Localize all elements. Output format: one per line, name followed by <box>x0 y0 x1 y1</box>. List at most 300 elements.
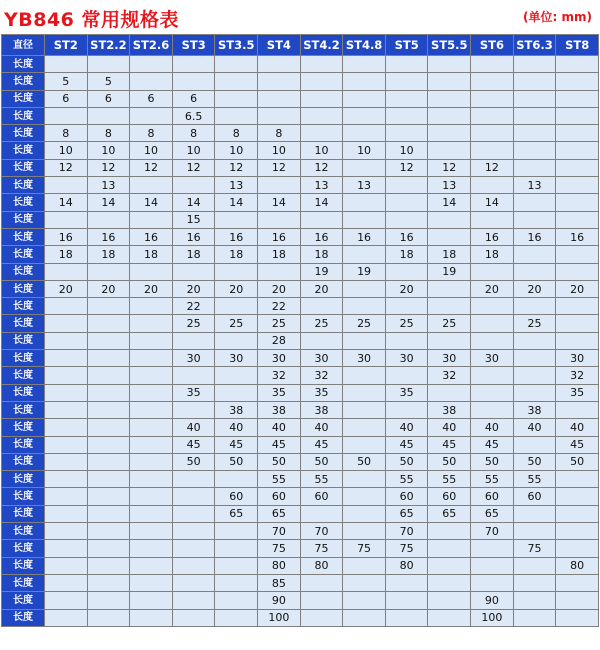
table-cell <box>343 523 386 540</box>
row-label: 长度 <box>2 523 45 540</box>
table-cell: 19 <box>343 263 386 280</box>
table-cell <box>45 263 88 280</box>
table-cell <box>343 211 386 228</box>
table-cell <box>45 298 88 315</box>
table-cell <box>172 471 215 488</box>
column-header: ST3.5 <box>215 35 258 56</box>
table-cell <box>87 401 130 418</box>
table-cell: 30 <box>172 350 215 367</box>
table-cell: 8 <box>130 125 173 142</box>
table-cell <box>258 177 301 194</box>
table-cell <box>215 107 258 124</box>
table-cell: 16 <box>172 228 215 245</box>
table-cell: 55 <box>471 471 514 488</box>
table-cell: 16 <box>513 228 556 245</box>
table-cell: 50 <box>513 453 556 470</box>
table-cell: 75 <box>258 540 301 557</box>
table-cell <box>215 73 258 90</box>
table-cell: 5 <box>45 73 88 90</box>
table-cell <box>385 177 428 194</box>
table-cell <box>556 90 599 107</box>
table-cell: 30 <box>556 350 599 367</box>
header-row <box>2 35 599 56</box>
table-cell <box>45 332 88 349</box>
column-header: ST4.2 <box>300 35 343 56</box>
table-cell: 25 <box>513 315 556 332</box>
table-cell: 40 <box>471 419 514 436</box>
table-cell <box>215 574 258 591</box>
table-cell <box>513 350 556 367</box>
table-row <box>2 315 599 332</box>
table-cell <box>300 609 343 626</box>
table-cell <box>45 177 88 194</box>
table-cell <box>45 107 88 124</box>
table-cell <box>471 540 514 557</box>
spec-table <box>1 34 599 627</box>
table-cell <box>172 505 215 522</box>
table-cell <box>428 298 471 315</box>
table-cell: 55 <box>385 471 428 488</box>
table-cell: 30 <box>385 350 428 367</box>
table-row <box>2 523 599 540</box>
table-cell <box>471 107 514 124</box>
table-cell: 70 <box>471 523 514 540</box>
table-cell: 30 <box>343 350 386 367</box>
table-cell <box>556 523 599 540</box>
table-cell: 6.5 <box>172 107 215 124</box>
table-cell <box>556 298 599 315</box>
page-header <box>0 0 600 34</box>
table-cell <box>343 90 386 107</box>
table-cell <box>385 401 428 418</box>
table-cell <box>87 523 130 540</box>
table-cell: 12 <box>215 159 258 176</box>
table-cell: 30 <box>428 350 471 367</box>
table-cell <box>513 107 556 124</box>
table-cell <box>215 592 258 609</box>
table-cell <box>130 73 173 90</box>
table-cell <box>87 263 130 280</box>
table-cell <box>343 574 386 591</box>
table-cell <box>513 505 556 522</box>
table-cell <box>428 90 471 107</box>
table-cell <box>343 505 386 522</box>
table-cell <box>556 159 599 176</box>
table-cell <box>172 523 215 540</box>
table-cell <box>428 228 471 245</box>
table-cell: 75 <box>513 540 556 557</box>
table-cell <box>556 592 599 609</box>
table-cell <box>428 523 471 540</box>
table-cell: 40 <box>258 419 301 436</box>
row-label: 长度 <box>2 384 45 401</box>
table-cell <box>45 419 88 436</box>
table-cell: 80 <box>258 557 301 574</box>
row-label: 长度 <box>2 367 45 384</box>
table-cell <box>87 315 130 332</box>
table-cell: 12 <box>87 159 130 176</box>
table-cell <box>87 505 130 522</box>
table-cell: 12 <box>300 159 343 176</box>
table-cell: 38 <box>300 401 343 418</box>
table-cell <box>130 592 173 609</box>
table-cell <box>215 523 258 540</box>
table-cell <box>130 350 173 367</box>
table-cell <box>428 142 471 159</box>
table-cell <box>45 367 88 384</box>
table-row <box>2 488 599 505</box>
table-cell <box>300 332 343 349</box>
table-cell <box>45 56 88 73</box>
row-label: 长度 <box>2 505 45 522</box>
row-label: 长度 <box>2 436 45 453</box>
table-cell: 40 <box>556 419 599 436</box>
table-row <box>2 73 599 90</box>
row-label: 长度 <box>2 159 45 176</box>
table-cell: 22 <box>258 298 301 315</box>
table-cell <box>130 56 173 73</box>
table-cell: 35 <box>300 384 343 401</box>
table-cell <box>428 384 471 401</box>
table-cell <box>130 211 173 228</box>
table-cell <box>130 298 173 315</box>
table-cell: 20 <box>471 280 514 297</box>
column-header: ST2.2 <box>87 35 130 56</box>
table-cell: 22 <box>172 298 215 315</box>
table-cell: 32 <box>258 367 301 384</box>
table-cell <box>556 609 599 626</box>
row-label: 长度 <box>2 211 45 228</box>
table-cell <box>343 384 386 401</box>
table-cell: 13 <box>87 177 130 194</box>
table-cell: 70 <box>385 523 428 540</box>
table-cell: 25 <box>300 315 343 332</box>
table-cell <box>471 332 514 349</box>
table-cell: 25 <box>258 315 301 332</box>
table-cell: 20 <box>215 280 258 297</box>
table-cell <box>385 90 428 107</box>
row-label: 长度 <box>2 471 45 488</box>
table-cell <box>172 263 215 280</box>
table-cell <box>87 453 130 470</box>
table-cell: 40 <box>300 419 343 436</box>
table-cell: 8 <box>45 125 88 142</box>
table-cell: 12 <box>172 159 215 176</box>
table-cell <box>45 436 88 453</box>
table-cell: 25 <box>428 315 471 332</box>
table-cell <box>385 107 428 124</box>
table-cell <box>45 471 88 488</box>
table-cell: 85 <box>258 574 301 591</box>
table-cell: 13 <box>215 177 258 194</box>
table-cell <box>343 73 386 90</box>
table-cell <box>87 367 130 384</box>
table-cell: 28 <box>258 332 301 349</box>
row-label: 长度 <box>2 90 45 107</box>
table-cell <box>343 367 386 384</box>
table-row <box>2 367 599 384</box>
table-cell <box>385 263 428 280</box>
table-row <box>2 194 599 211</box>
table-cell: 12 <box>428 159 471 176</box>
table-cell <box>343 609 386 626</box>
table-cell <box>87 574 130 591</box>
table-cell: 12 <box>471 159 514 176</box>
table-cell <box>343 419 386 436</box>
table-cell: 10 <box>45 142 88 159</box>
table-cell <box>556 488 599 505</box>
table-cell <box>87 557 130 574</box>
table-cell <box>428 56 471 73</box>
table-cell: 18 <box>428 246 471 263</box>
row-label: 长度 <box>2 228 45 245</box>
table-cell <box>130 523 173 540</box>
table-cell: 13 <box>513 177 556 194</box>
row-label: 长度 <box>2 592 45 609</box>
table-cell <box>513 557 556 574</box>
table-cell <box>87 592 130 609</box>
table-cell: 50 <box>343 453 386 470</box>
table-cell <box>385 211 428 228</box>
table-cell <box>172 540 215 557</box>
table-cell <box>385 125 428 142</box>
table-cell <box>87 332 130 349</box>
table-cell <box>130 177 173 194</box>
table-cell <box>343 159 386 176</box>
table-cell <box>428 73 471 90</box>
row-label: 长度 <box>2 315 45 332</box>
table-cell: 40 <box>385 419 428 436</box>
table-row <box>2 592 599 609</box>
table-cell <box>215 56 258 73</box>
table-cell <box>45 488 88 505</box>
table-cell: 60 <box>385 488 428 505</box>
table-row <box>2 350 599 367</box>
table-cell <box>556 177 599 194</box>
table-cell: 50 <box>258 453 301 470</box>
table-cell <box>385 332 428 349</box>
table-cell: 75 <box>343 540 386 557</box>
table-cell <box>215 471 258 488</box>
table-cell: 38 <box>258 401 301 418</box>
table-cell: 40 <box>172 419 215 436</box>
table-cell: 80 <box>556 557 599 574</box>
table-cell <box>343 471 386 488</box>
table-cell <box>45 350 88 367</box>
table-cell <box>172 609 215 626</box>
table-cell <box>513 574 556 591</box>
table-cell: 20 <box>87 280 130 297</box>
table-cell: 14 <box>428 194 471 211</box>
column-header: ST8 <box>556 35 599 56</box>
table-cell: 75 <box>300 540 343 557</box>
row-label: 长度 <box>2 350 45 367</box>
table-cell: 6 <box>45 90 88 107</box>
table-cell <box>215 90 258 107</box>
table-cell <box>385 298 428 315</box>
table-cell <box>87 436 130 453</box>
table-cell: 13 <box>428 177 471 194</box>
table-cell <box>556 107 599 124</box>
table-cell: 10 <box>343 142 386 159</box>
table-cell <box>130 453 173 470</box>
column-header: ST6 <box>471 35 514 56</box>
table-cell: 5 <box>87 73 130 90</box>
table-cell: 50 <box>428 453 471 470</box>
table-cell: 60 <box>428 488 471 505</box>
table-cell <box>428 574 471 591</box>
table-cell: 45 <box>385 436 428 453</box>
table-cell: 10 <box>385 142 428 159</box>
table-cell <box>130 263 173 280</box>
table-cell <box>513 384 556 401</box>
table-cell: 90 <box>258 592 301 609</box>
table-cell <box>513 436 556 453</box>
table-cell <box>258 73 301 90</box>
row-label: 长度 <box>2 574 45 591</box>
table-cell <box>471 211 514 228</box>
table-cell <box>45 384 88 401</box>
table-cell <box>300 574 343 591</box>
table-cell: 100 <box>471 609 514 626</box>
table-cell <box>513 298 556 315</box>
table-cell: 16 <box>215 228 258 245</box>
table-cell <box>87 540 130 557</box>
unit-note: (单位: mm) <box>523 10 592 24</box>
table-cell <box>556 263 599 280</box>
table-cell <box>343 107 386 124</box>
column-header: ST3 <box>172 35 215 56</box>
table-cell <box>513 56 556 73</box>
table-cell <box>471 367 514 384</box>
table-cell: 18 <box>130 246 173 263</box>
table-cell <box>258 107 301 124</box>
table-cell <box>556 540 599 557</box>
row-label: 长度 <box>2 263 45 280</box>
table-cell <box>471 384 514 401</box>
table-cell <box>513 90 556 107</box>
table-cell: 30 <box>258 350 301 367</box>
table-cell <box>215 298 258 315</box>
column-header: ST4.8 <box>343 35 386 56</box>
table-row <box>2 471 599 488</box>
table-cell: 55 <box>300 471 343 488</box>
table-cell <box>556 142 599 159</box>
table-cell: 12 <box>45 159 88 176</box>
table-cell: 10 <box>130 142 173 159</box>
table-cell <box>215 263 258 280</box>
table-cell <box>513 263 556 280</box>
table-cell: 20 <box>130 280 173 297</box>
table-cell <box>471 401 514 418</box>
table-cell: 32 <box>556 367 599 384</box>
table-row <box>2 505 599 522</box>
table-cell: 15 <box>172 211 215 228</box>
table-cell: 6 <box>172 90 215 107</box>
table-cell: 14 <box>258 194 301 211</box>
table-cell: 18 <box>45 246 88 263</box>
table-cell: 16 <box>385 228 428 245</box>
row-label: 长度 <box>2 609 45 626</box>
table-cell <box>130 436 173 453</box>
table-cell: 35 <box>172 384 215 401</box>
table-cell <box>385 194 428 211</box>
column-header: ST4 <box>258 35 301 56</box>
table-cell <box>172 332 215 349</box>
column-header: ST2.6 <box>130 35 173 56</box>
table-cell <box>87 298 130 315</box>
table-cell <box>513 194 556 211</box>
table-cell <box>130 315 173 332</box>
table-cell <box>513 367 556 384</box>
table-cell <box>45 540 88 557</box>
table-cell: 55 <box>258 471 301 488</box>
table-cell <box>428 540 471 557</box>
table-cell <box>428 107 471 124</box>
table-cell <box>556 125 599 142</box>
table-row <box>2 436 599 453</box>
table-cell: 65 <box>215 505 258 522</box>
table-cell <box>258 263 301 280</box>
table-cell <box>172 177 215 194</box>
table-cell <box>300 125 343 142</box>
table-cell: 30 <box>471 350 514 367</box>
table-cell <box>556 315 599 332</box>
table-cell <box>513 211 556 228</box>
table-cell: 13 <box>300 177 343 194</box>
table-cell: 18 <box>172 246 215 263</box>
table-cell <box>215 211 258 228</box>
corner-header: 直径 <box>2 35 45 56</box>
table-cell <box>343 401 386 418</box>
table-cell <box>471 574 514 591</box>
table-cell: 50 <box>556 453 599 470</box>
table-row <box>2 228 599 245</box>
table-cell <box>556 73 599 90</box>
table-cell <box>556 246 599 263</box>
table-cell <box>215 557 258 574</box>
table-cell: 45 <box>428 436 471 453</box>
table-cell <box>513 142 556 159</box>
table-cell: 50 <box>215 453 258 470</box>
table-cell: 14 <box>300 194 343 211</box>
table-cell <box>556 332 599 349</box>
row-label: 长度 <box>2 557 45 574</box>
table-row <box>2 298 599 315</box>
table-cell <box>300 505 343 522</box>
row-label: 长度 <box>2 177 45 194</box>
table-cell: 19 <box>300 263 343 280</box>
table-cell <box>130 419 173 436</box>
table-cell: 60 <box>300 488 343 505</box>
table-cell <box>513 125 556 142</box>
table-cell: 18 <box>385 246 428 263</box>
table-cell <box>471 298 514 315</box>
table-cell <box>556 401 599 418</box>
table-cell: 16 <box>343 228 386 245</box>
table-cell: 50 <box>300 453 343 470</box>
table-body <box>2 56 599 627</box>
table-cell: 14 <box>87 194 130 211</box>
table-cell <box>385 73 428 90</box>
table-cell: 16 <box>258 228 301 245</box>
table-cell <box>428 280 471 297</box>
table-cell: 25 <box>385 315 428 332</box>
table-cell: 32 <box>300 367 343 384</box>
table-cell: 16 <box>130 228 173 245</box>
table-cell <box>513 159 556 176</box>
table-cell <box>343 125 386 142</box>
